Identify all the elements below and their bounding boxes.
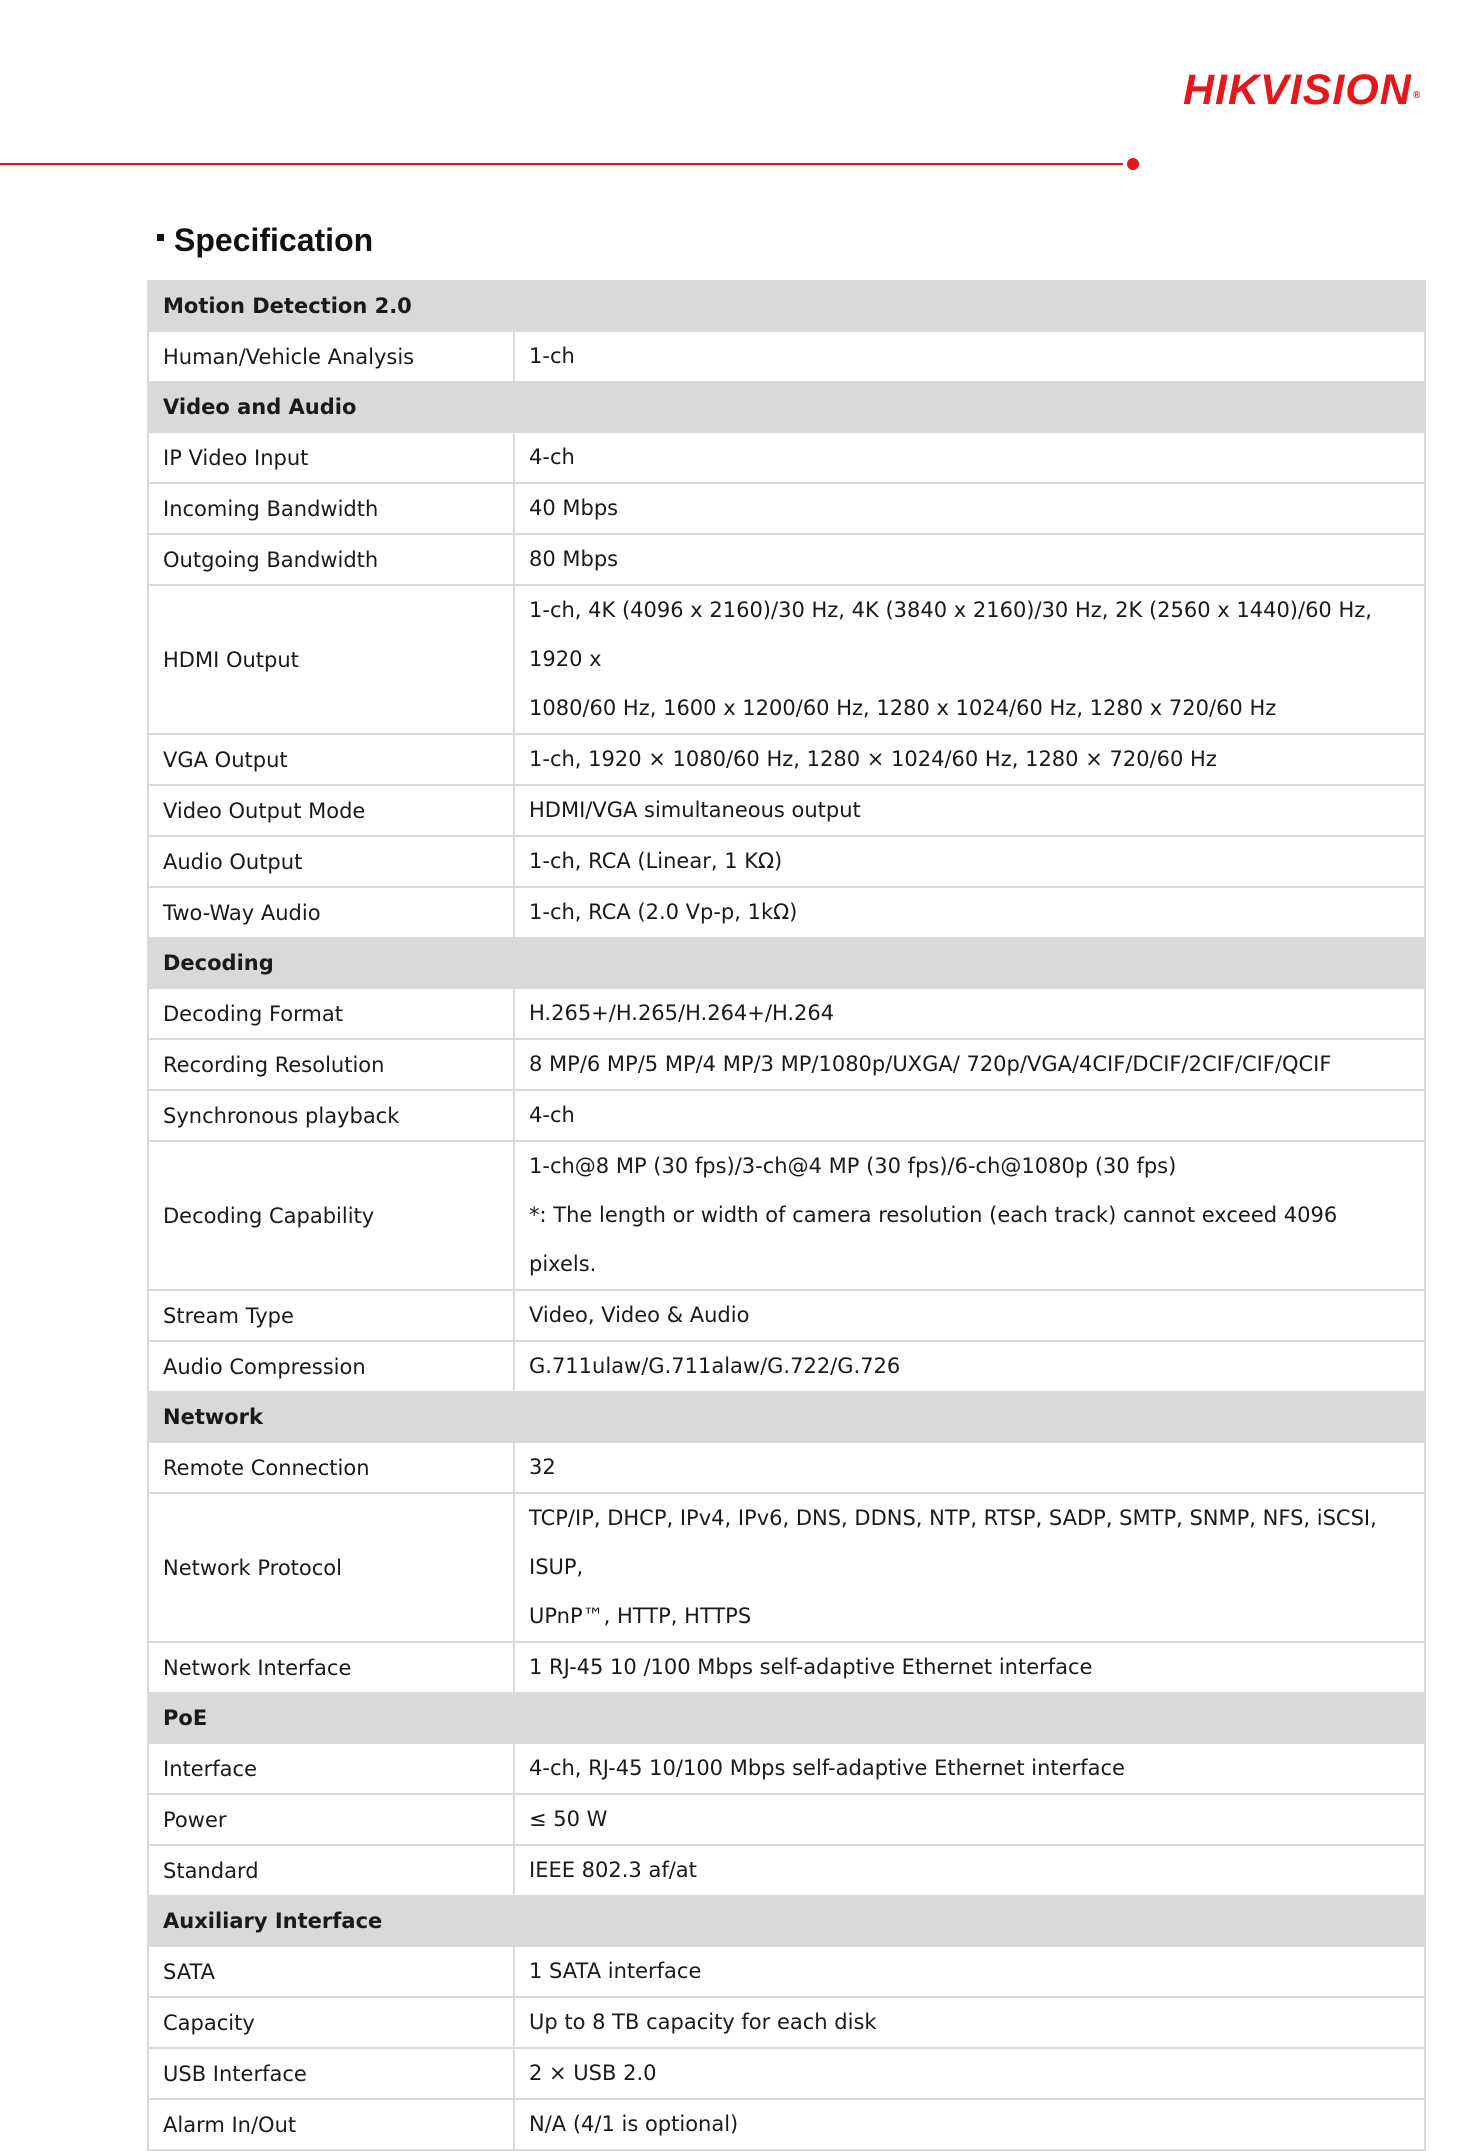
spec-value-line: 1-ch@8 MP (30 fps)/3-ch@4 MP (30 fps)/6-ch@1080p (30 fps) [529,1154,1177,1178]
section-title: Video and Audio [148,382,1425,432]
spec-label: Interface [148,1743,514,1794]
spec-value [514,1039,1425,1090]
spec-label: Alarm In/Out [148,2099,514,2150]
spec-value-line: Up to 8 TB capacity for each disk [529,2010,877,2034]
spec-value-line: 1 SATA interface [529,1959,702,1983]
spec-label: Remote Connection [148,1442,514,1493]
spec-value-line: UPnP™, HTTP, HTTPS [529,1604,752,1628]
section-title: Decoding [148,938,1425,988]
page-title-text: Specification [174,222,374,258]
section-title: Network [148,1392,1425,1442]
spec-label: Human/Vehicle Analysis [148,331,514,382]
table-row [148,734,1425,785]
spec-value-line: 4-ch [529,1103,575,1127]
spec-value-line: 1-ch [529,344,575,368]
section-header-row [148,281,1425,331]
section-header-row [148,1693,1425,1743]
spec-value [514,1845,1425,1896]
registered-mark: ® [1412,90,1422,101]
spec-value [514,836,1425,887]
spec-label: Audio Compression [148,1341,514,1392]
spec-value-line: 32 [529,1455,556,1479]
spec-label: Incoming Bandwidth [148,483,514,534]
spec-value-line: 1-ch, RCA (Linear, 1 KΩ) [529,849,783,873]
spec-value-line: 1080/60 Hz, 1600 x 1200/60 Hz, 1280 x 1024/60 Hz, 1280 x 720/60 Hz [529,696,1277,720]
spec-label: USB Interface [148,2048,514,2099]
spec-label: Capacity [148,1997,514,2048]
table-row [148,1794,1425,1845]
table-row [148,2048,1425,2099]
page-title [157,222,373,259]
spec-label: Network Interface [148,1642,514,1693]
table-row [148,1039,1425,1090]
table-row [148,1341,1425,1392]
spec-value-line: H.265+/H.265/H.264+/H.264 [529,1001,835,1025]
spec-value [514,585,1425,734]
spec-label: Two-Way Audio [148,887,514,938]
spec-label: Decoding Capability [148,1141,514,1290]
spec-value-line: 4-ch, RJ-45 10/100 Mbps self-adaptive Ethernet interface [529,1756,1125,1780]
spec-value [514,1141,1425,1290]
spec-value-line: 2 × USB 2.0 [529,2061,657,2085]
spec-label: Recording Resolution [148,1039,514,1090]
bullet-icon [157,234,164,241]
table-row [148,1442,1425,1493]
spec-value-line: N/A (4/1 is optional) [529,2112,739,2136]
section-header-row [148,938,1425,988]
table-row [148,785,1425,836]
table-row [148,585,1425,734]
spec-value-line: 1-ch, 1920 × 1080/60 Hz, 1280 × 1024/60 Hz, 1280 × 720/60 Hz [529,747,1217,771]
spec-label: Standard [148,1845,514,1896]
spec-label: IP Video Input [148,432,514,483]
spec-value-line: 80 Mbps [529,547,619,571]
section-title: Auxiliary Interface [148,1896,1425,1946]
spec-value-line: 4-ch [529,445,575,469]
spec-value [514,1493,1425,1642]
spec-value-line: TCP/IP, DHCP, IPv4, IPv6, DNS, DDNS, NTP, RTSP, SADP, SMTP, SNMP, NFS, iSCSI, ISUP, [529,1506,1377,1579]
spec-value-line: G.711ulaw/G.711alaw/G.722/G.726 [529,1354,901,1378]
table-row [148,331,1425,382]
spec-value [514,1442,1425,1493]
table-row [148,534,1425,585]
spec-value-line: IEEE 802.3 af/at [529,1858,697,1882]
table-row [148,1090,1425,1141]
spec-value [514,1743,1425,1794]
table-row [148,1642,1425,1693]
spec-label: Stream Type [148,1290,514,1341]
spec-value-line: *: The length or width of camera resolution (each track) cannot exceed 4096 pixels. [529,1203,1338,1276]
spec-value [514,1794,1425,1845]
hikvision-logo [1183,66,1421,114]
spec-value [514,1290,1425,1341]
table-row [148,1290,1425,1341]
spec-value-line: Video, Video & Audio [529,1303,750,1327]
section-title: Motion Detection 2.0 [148,281,1425,331]
spec-value-line: 1 RJ-45 10 /100 Mbps self-adaptive Ethernet interface [529,1655,1093,1679]
spec-value [514,785,1425,836]
table-row [148,836,1425,887]
spec-value [514,534,1425,585]
section-header-row [148,382,1425,432]
spec-value [514,331,1425,382]
table-row [148,1493,1425,1642]
spec-value [514,1341,1425,1392]
spec-value [514,2099,1425,2150]
table-row [148,2099,1425,2150]
header-rule-dot [1127,158,1139,170]
spec-label: VGA Output [148,734,514,785]
table-row [148,483,1425,534]
spec-value [514,2048,1425,2099]
spec-value-line: 1-ch, 4K (4096 x 2160)/30 Hz, 4K (3840 x 2160)/30 Hz, 2K (2560 x 1440)/60 Hz, 1920 x [529,598,1372,671]
table-row [148,988,1425,1039]
spec-label: Power [148,1794,514,1845]
spec-label: HDMI Output [148,585,514,734]
spec-value-line: 40 Mbps [529,496,619,520]
table-row [148,432,1425,483]
spec-label: SATA [148,1946,514,1997]
spec-value [514,1946,1425,1997]
table-row [148,1141,1425,1290]
spec-value-line: HDMI/VGA simultaneous output [529,798,861,822]
table-row [148,887,1425,938]
spec-label: Video Output Mode [148,785,514,836]
spec-label: Network Protocol [148,1493,514,1642]
header-rule [0,163,1123,165]
spec-value [514,1090,1425,1141]
spec-label: Outgoing Bandwidth [148,534,514,585]
logo-text: HIKVISION [1183,66,1412,114]
spec-value [514,887,1425,938]
specification-table [147,280,1426,2151]
spec-value [514,1642,1425,1693]
spec-value [514,1997,1425,2048]
section-title: PoE [148,1693,1425,1743]
table-row [148,1946,1425,1997]
spec-value [514,734,1425,785]
table-row [148,1743,1425,1794]
spec-label: Synchronous playback [148,1090,514,1141]
spec-value [514,988,1425,1039]
spec-value-line: 8 MP/6 MP/5 MP/4 MP/3 MP/1080p/UXGA/ 720p/VGA/4CIF/DCIF/2CIF/CIF/QCIF [529,1052,1332,1076]
spec-value-line: 1-ch, RCA (2.0 Vp-p, 1kΩ) [529,900,798,924]
spec-value [514,483,1425,534]
spec-label: Decoding Format [148,988,514,1039]
spec-value-line: ≤ 50 W [529,1807,608,1831]
spec-label: Audio Output [148,836,514,887]
spec-value [514,432,1425,483]
section-header-row [148,1392,1425,1442]
section-header-row [148,1896,1425,1946]
table-row [148,1997,1425,2048]
table-row [148,1845,1425,1896]
